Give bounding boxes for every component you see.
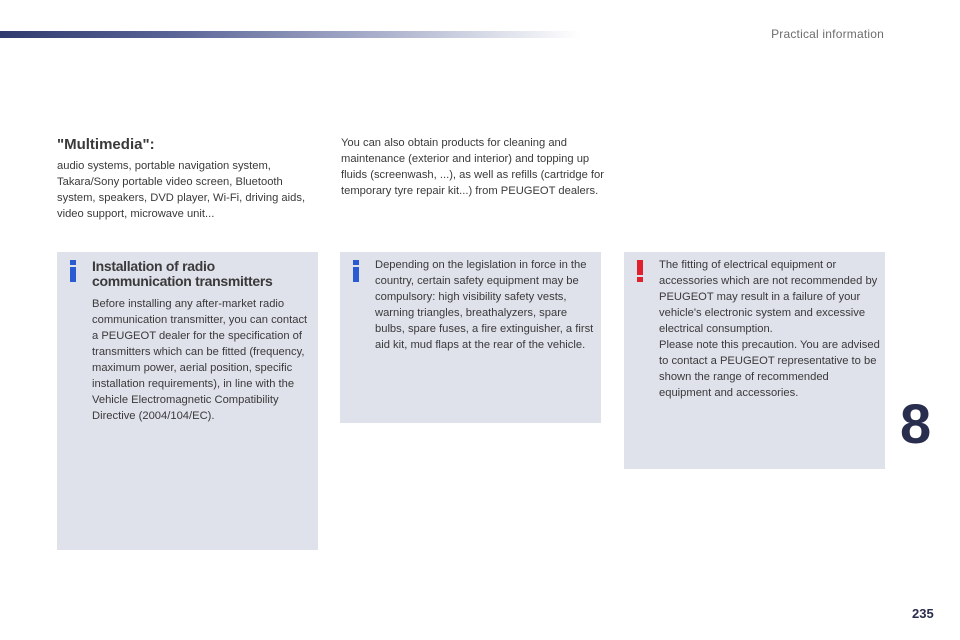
- section-title: Practical information: [771, 27, 884, 41]
- warning-icon: [637, 260, 643, 282]
- multimedia-text: audio systems, portable navigation system, Takara/Sony portable video screen, Bluetooth system, speakers, DVD player, Wi-Fi, driving aids, video support, microwave unit...: [57, 160, 306, 220]
- legislation-text: Depending on the legislation in force in the country, certain safety equipment may be compulsory: high visibility safety vests, warning triangles, breathalyzers, spare bulbs, spare fuses, a fire extinguisher, a first aid kit, mud flaps at the rear of the vehicle.: [375, 259, 594, 351]
- warning-box: [624, 252, 885, 469]
- installation-text: Before installing any after-market radio communication transmitter, you can contact a PEUGEOT dealer for the specification of transmitters which can be fitted (frequency, maximum power, aerial position, specific installation requirements), in line with the Vehicle Electromagnetic Compatibility Directive (2004/104/EC).: [92, 298, 308, 422]
- warning-text-part2: Please note this precaution. You are advised to contact a PEUGEOT representative to be shown the range of recommended equipment and accessories.: [659, 339, 880, 399]
- info-box-installation: [57, 252, 318, 550]
- info-box-legislation: [340, 252, 601, 423]
- header-gradient-bar: [0, 31, 580, 38]
- multimedia-heading: "Multimedia":: [57, 136, 155, 153]
- chapter-number: 8: [900, 392, 932, 455]
- warning-text: [659, 257, 881, 401]
- info-icon: [70, 260, 76, 282]
- installation-title: Installation of radio communication transmitters: [92, 258, 273, 289]
- info-icon: [353, 260, 359, 282]
- page-number: 235: [912, 606, 934, 621]
- products-text: You can also obtain products for cleaning and maintenance (exterior and interior) and topping up fluids (screenwash, ...), as well as refills (cartridge for temporary tyre repair kit...) from PEUGEOT dealers.: [341, 137, 604, 197]
- warning-text-part1: The fitting of electrical equipment or accessories which are not recommended by PEUGEOT may result in a failure of your vehicle's electronic system and excessive electrical consumption.: [659, 259, 878, 335]
